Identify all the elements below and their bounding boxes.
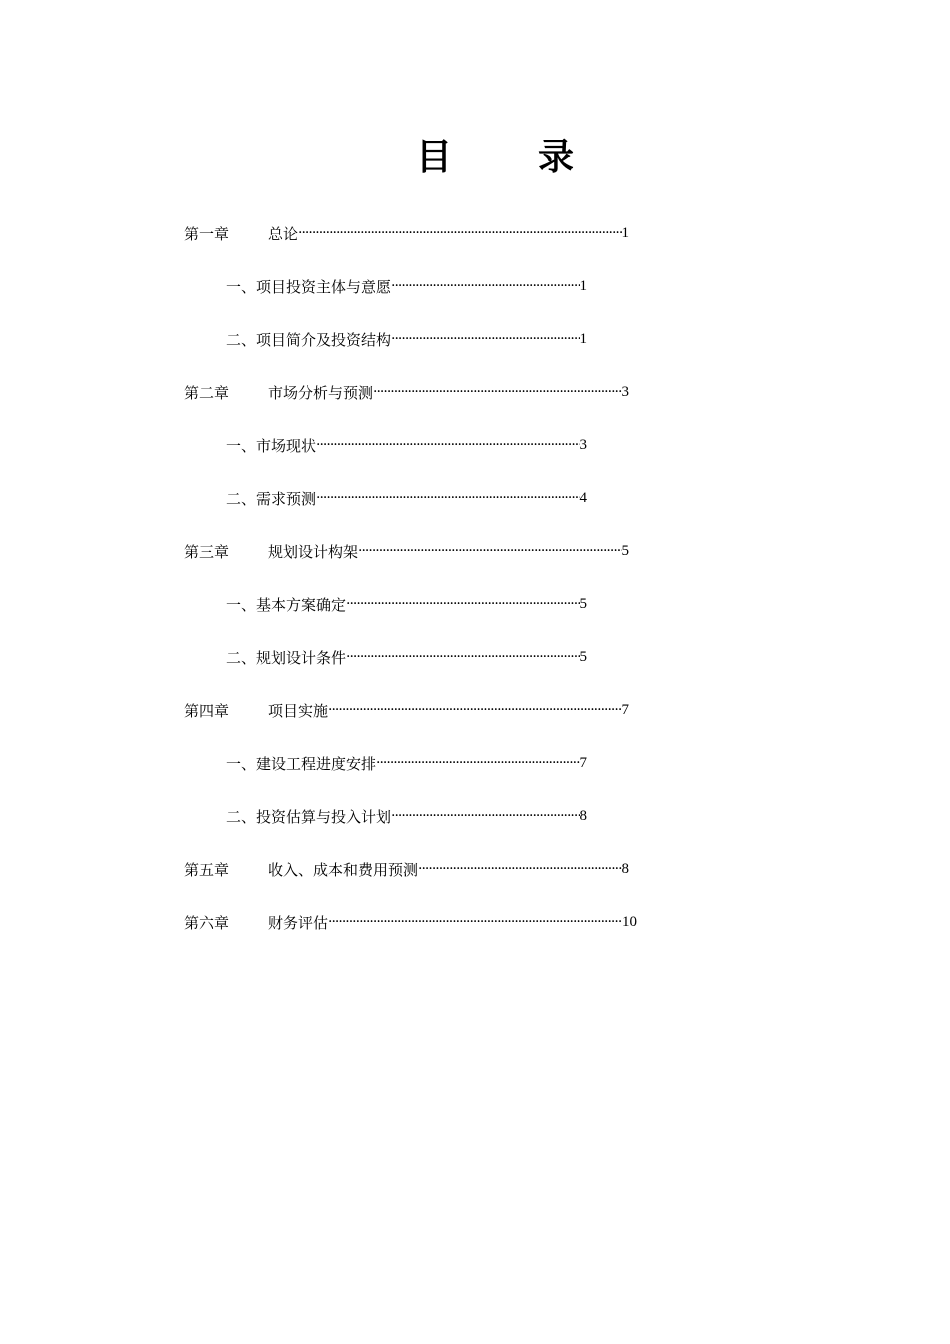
page-number: 5 — [621, 542, 629, 559]
page-number: 4 — [579, 489, 587, 506]
toc-heading-char-1: 目 — [416, 137, 453, 178]
page-number: 7 — [579, 754, 587, 771]
page-number: 1 — [579, 277, 587, 294]
entry-title: 收入、成本和费用预测 — [268, 860, 419, 879]
page-number: 1 — [621, 224, 629, 241]
entry-title: 总论 — [268, 224, 299, 243]
toc-heading-char-2: 录 — [538, 137, 575, 178]
dot-leader — [418, 851, 621, 887]
page-number: 5 — [579, 595, 587, 612]
entry-title: 一、市场现状 — [226, 436, 317, 455]
chapter-number: 第六章 — [184, 913, 230, 932]
page-number: 8 — [621, 860, 629, 877]
toc-entry-section[interactable] — [226, 268, 587, 304]
dot-leader — [346, 586, 579, 622]
toc-heading — [380, 130, 620, 190]
toc-entry-chapter[interactable] — [184, 374, 629, 410]
dot-leader — [373, 374, 621, 410]
toc-entry-section[interactable] — [226, 427, 587, 463]
dot-leader — [391, 268, 579, 304]
dot-leader — [316, 427, 579, 463]
page-number: 3 — [579, 436, 587, 453]
entry-title: 二、需求预测 — [226, 489, 317, 508]
toc-entry-section[interactable] — [226, 586, 587, 622]
toc-entry-section[interactable] — [226, 798, 587, 834]
page-number: 3 — [621, 383, 629, 400]
toc-entry-section[interactable] — [226, 321, 587, 357]
toc-entry-chapter[interactable] — [184, 851, 629, 887]
dot-leader — [391, 321, 579, 357]
dot-leader — [328, 692, 621, 728]
page-number: 1 — [579, 330, 587, 347]
dot-leader — [391, 798, 579, 834]
dot-leader — [316, 480, 579, 516]
page-number: 10 — [622, 913, 637, 930]
toc-entry-chapter[interactable] — [184, 215, 629, 251]
chapter-number: 第三章 — [184, 542, 230, 561]
entry-title: 一、基本方案确定 — [226, 595, 347, 614]
entry-title: 市场分析与预测 — [268, 383, 374, 402]
toc-entry-chapter[interactable] — [184, 904, 637, 940]
page-number: 7 — [621, 701, 629, 718]
chapter-number: 第二章 — [184, 383, 230, 402]
dot-leader — [298, 215, 621, 251]
entry-title: 财务评估 — [268, 913, 329, 932]
entry-title: 二、投资估算与投入计划 — [226, 807, 392, 826]
toc-entry-section[interactable] — [226, 745, 587, 781]
chapter-number: 第一章 — [184, 224, 230, 243]
toc-entry-section[interactable] — [226, 480, 587, 516]
page-number: 8 — [579, 807, 587, 824]
entry-title: 规划设计构架 — [268, 542, 359, 561]
chapter-number: 第五章 — [184, 860, 230, 879]
page-number: 5 — [579, 648, 587, 665]
dot-leader — [346, 639, 579, 675]
dot-leader — [358, 533, 621, 569]
entry-title: 二、规划设计条件 — [226, 648, 347, 667]
entry-title: 项目实施 — [268, 701, 329, 720]
toc-entry-chapter[interactable] — [184, 533, 629, 569]
chapter-number: 第四章 — [184, 701, 230, 720]
entry-title: 一、项目投资主体与意愿 — [226, 277, 392, 296]
dot-leader — [328, 904, 622, 940]
toc-entry-chapter[interactable] — [184, 692, 629, 728]
entry-title: 一、建设工程进度安排 — [226, 754, 377, 773]
toc-entry-section[interactable] — [226, 639, 587, 675]
dot-leader — [376, 745, 579, 781]
entry-title: 二、项目简介及投资结构 — [226, 330, 392, 349]
